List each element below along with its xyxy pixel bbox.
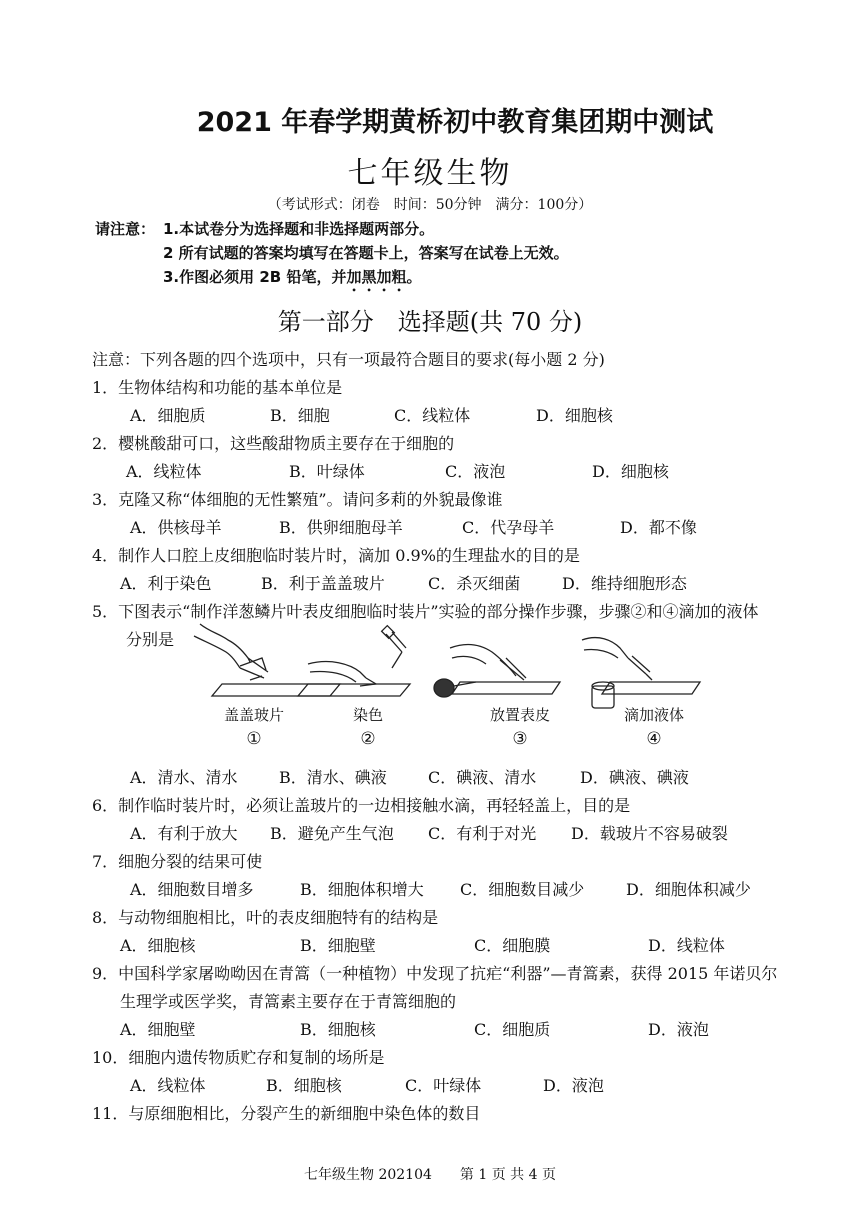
q8-option-b: B．细胞壁	[300, 936, 376, 955]
question-11: 11．与原细胞相比，分裂产生的新细胞中染色体的数目	[92, 1104, 481, 1123]
q8-option-a: A．细胞核	[120, 936, 196, 955]
experiment-steps-figure	[180, 614, 710, 714]
q1-option-b: B．细胞	[270, 406, 330, 425]
q6-option-a: A．有利于放大	[130, 824, 238, 843]
notes-line-2: 2 所有试题的答案均填写在答题卡上，答案写在试卷上无效。	[163, 244, 569, 262]
question-9-cont: 生理学或医学奖，青篙素主要存在于青篙细胞的	[120, 992, 457, 1011]
q9-option-b: B．细胞核	[300, 1020, 376, 1039]
dropper-bottle-icon	[582, 638, 700, 708]
q7-option-a: A．细胞数目增多	[130, 880, 254, 899]
q2-option-c: C．液泡	[445, 462, 506, 481]
section-instruction: 注意：下列各题的四个选项中，只有一项最符合题目的要求(每小题 2 分)	[92, 350, 605, 369]
q6-option-b: B．避免产生气泡	[270, 824, 394, 843]
q4-option-c: C．杀灭细菌	[428, 574, 521, 593]
q5-option-c: C．碘液、清水	[428, 768, 537, 787]
q3-option-c: C．代孕母羊	[462, 518, 555, 537]
q4-option-b: B．利于盖盖玻片	[261, 574, 385, 593]
question-9: 9．中国科学家屠呦呦因在青篙（一种植物）中发现了抗疟“利器”—青篙素，获得 2015 年诺贝尔	[92, 964, 778, 983]
figure-step-4-number: ④	[646, 729, 662, 749]
cover-slip-hand-icon	[194, 624, 340, 696]
q3-option-d: D．都不像	[620, 518, 697, 537]
page-footer: 七年级生物 202104 第 1 页 共 4 页	[304, 1167, 556, 1183]
question-5-cont: 分别是	[126, 630, 175, 649]
q5-option-a: A．清水、清水	[130, 768, 238, 787]
question-6: 6．制作临时装片时，必须让盖玻片的一边相接触水滴，再轻轻盖上，目的是	[92, 796, 631, 815]
figure-step-2-number: ②	[360, 729, 376, 749]
q7-option-b: B．细胞体积增大	[300, 880, 424, 899]
question-5: 5．下图表示“制作洋葱鳞片叶表皮细胞临时装片”实验的部分操作步骤，步骤②和④滴加的液体	[92, 602, 759, 621]
section-title: 第一部分 选择题(共 70 分)	[277, 308, 583, 336]
q2-option-a: A．线粒体	[126, 462, 202, 481]
figure-step-3-number: ③	[512, 729, 528, 749]
question-4: 4．制作人口腔上皮细胞临时装片时，滴加 0.9%的生理盐水的目的是	[92, 546, 580, 565]
question-1: 1．生物体结构和功能的基本单位是	[92, 378, 343, 397]
q8-option-c: C．细胞膜	[474, 936, 551, 955]
figure-step-3-label: 放置表皮	[489, 706, 550, 724]
notes-label: 请注意：	[95, 220, 156, 238]
q8-option-d: D．线粒体	[648, 936, 725, 955]
figure-step-1-number: ①	[246, 729, 262, 749]
q1-option-d: D．细胞核	[536, 406, 613, 425]
q7-option-c: C．细胞数目减少	[460, 880, 585, 899]
q1-option-c: C．线粒体	[394, 406, 471, 425]
q3-option-a: A．供核母羊	[130, 518, 222, 537]
notes-line-1: 1.本试卷分为选择题和非选择题两部分。	[163, 220, 435, 238]
exam-title: 2021 年春学期黄桥初中教育集团期中测试	[196, 107, 714, 138]
q6-option-d: D．载玻片不容易破裂	[571, 824, 728, 843]
figure-step-1-label: 盖盖玻片	[223, 706, 284, 724]
q7-option-d: D．细胞体积减少	[626, 880, 751, 899]
q5-option-d: D．碘液、碘液	[580, 768, 689, 787]
q10-option-b: B．细胞核	[266, 1076, 342, 1095]
q6-option-c: C．有利于对光	[428, 824, 537, 843]
stain-dropper-icon	[298, 626, 410, 696]
figure-step-4-label: 滴加液体	[623, 706, 684, 724]
q10-option-d: D．液泡	[543, 1076, 604, 1095]
figure-step-2-label: 染色	[352, 706, 383, 724]
q2-option-b: B．叶绿体	[289, 462, 365, 481]
question-10: 10．细胞内遗传物质贮存和复制的场所是	[92, 1048, 385, 1067]
subject-title: 七年级生物	[347, 156, 513, 191]
question-7: 7．细胞分裂的结果可使	[92, 852, 263, 871]
notes-line-3: 3.作图必须用 2B 铅笔，并加黑加粗。	[163, 268, 422, 286]
q10-option-a: A．线粒体	[130, 1076, 206, 1095]
q4-option-a: A．利于染色	[120, 574, 212, 593]
q5-option-b: B．清水、碘液	[279, 768, 387, 787]
q9-option-c: C．细胞质	[474, 1020, 551, 1039]
q10-option-c: C．叶绿体	[405, 1076, 482, 1095]
q9-option-d: D．液泡	[648, 1020, 709, 1039]
emphasis-text: 加黑加粗	[346, 268, 407, 286]
q3-option-b: B．供卵细胞母羊	[279, 518, 403, 537]
q4-option-d: D．维持细胞形态	[562, 574, 687, 593]
q1-option-a: A．细胞质	[130, 406, 206, 425]
question-2: 2．樱桃酸甜可口，这些酸甜物质主要存在于细胞的	[92, 434, 455, 453]
exam-info: （考试形式：闭卷 时间：50分钟 满分：100分）	[267, 197, 593, 213]
q2-option-d: D．细胞核	[592, 462, 669, 481]
question-3: 3．克隆又称“体细胞的无性繁殖”。请问多莉的外貌最像谁	[92, 490, 503, 509]
question-8: 8．与动物细胞相比，叶的表皮细胞特有的结构是	[92, 908, 439, 927]
tweezers-onion-icon	[434, 645, 560, 697]
q9-option-a: A．细胞壁	[120, 1020, 196, 1039]
